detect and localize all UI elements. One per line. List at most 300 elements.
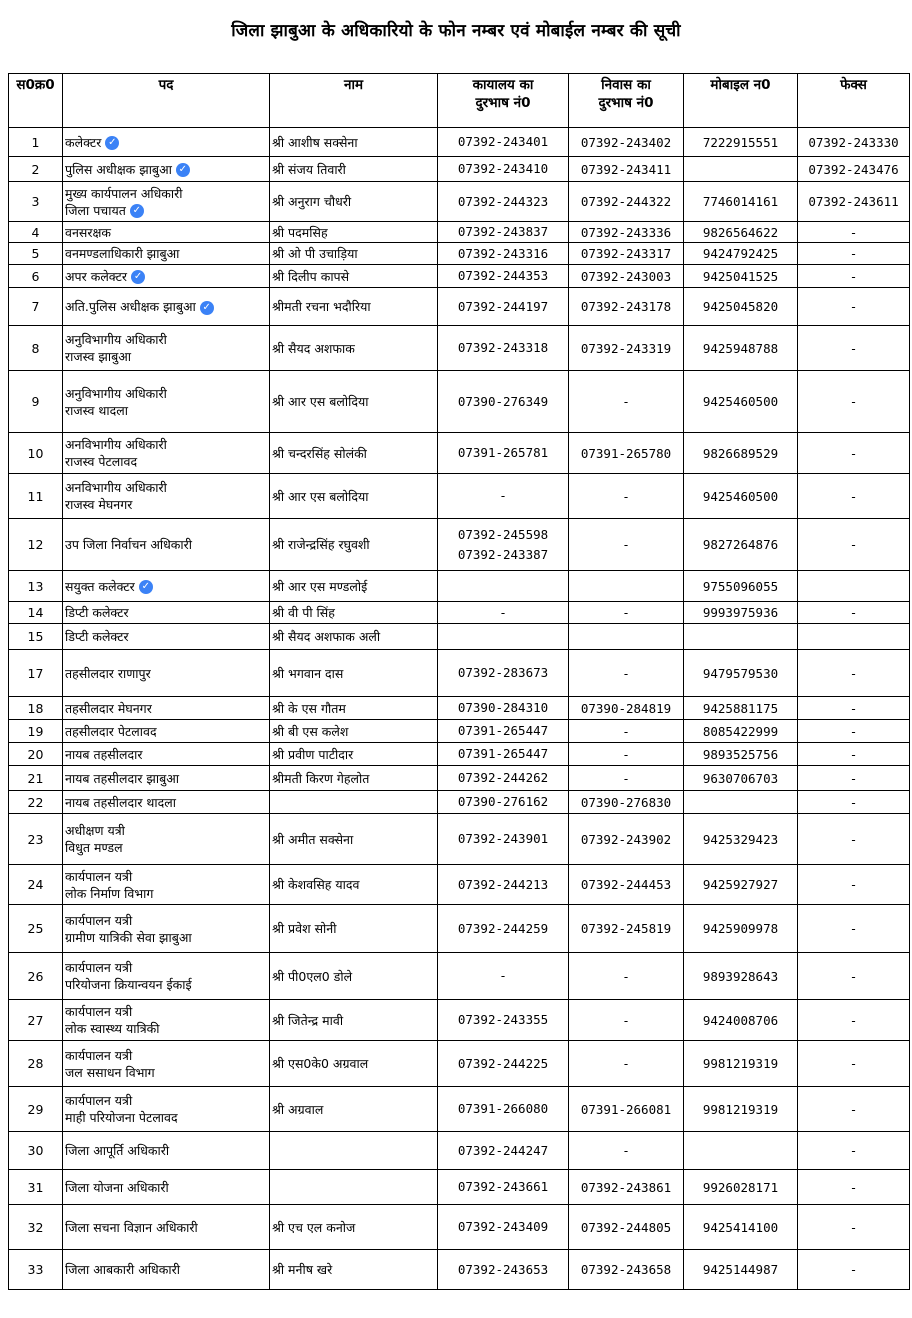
- fax-cell: -: [798, 791, 910, 814]
- office-phone-cell: [438, 865, 569, 905]
- office-phone-cell: [438, 243, 569, 265]
- post-line: तहसीलदार पेटलावद: [65, 723, 157, 739]
- mobile-cell: 9425927927: [684, 865, 798, 905]
- mobile-cell: 9425460500: [684, 371, 798, 433]
- post-cell: [63, 1205, 270, 1250]
- table-row: [9, 222, 910, 243]
- home-phone-cell: 07392-244805: [569, 1205, 684, 1250]
- table-row: [9, 326, 910, 371]
- post-cell: [63, 433, 270, 474]
- serial-number-cell: 12: [9, 519, 63, 571]
- name-cell: श्री सैयद अशफाक अली: [270, 624, 438, 650]
- serial-number-cell: 29: [9, 1087, 63, 1132]
- post-cell: [63, 265, 270, 288]
- serial-number-cell: 26: [9, 953, 63, 1000]
- office-phone-cell: [438, 602, 569, 624]
- fax-cell: 07392-243476: [798, 157, 910, 182]
- name-cell: श्री आर एस बलोदिया: [270, 474, 438, 519]
- home-phone-cell: 07390-276830: [569, 791, 684, 814]
- fax-cell: -: [798, 1205, 910, 1250]
- office-phone-cell: [438, 650, 569, 697]
- home-phone-cell: -: [569, 1132, 684, 1170]
- home-phone-cell: 07390-284819: [569, 697, 684, 720]
- table-row: [9, 1170, 910, 1205]
- serial-number-cell: 17: [9, 650, 63, 697]
- table-row: [9, 157, 910, 182]
- post-line: कलेक्टर: [65, 134, 102, 150]
- office-phone-cell: [438, 474, 569, 519]
- serial-number-cell: 13: [9, 571, 63, 602]
- fax-cell: -: [798, 1087, 910, 1132]
- office-phone-value: 07391-265447: [457, 723, 549, 738]
- post-cell: [63, 905, 270, 953]
- post-line-wrap: [65, 202, 267, 219]
- home-phone-cell: 07392-243178: [569, 288, 684, 326]
- fax-cell: -: [798, 1132, 910, 1170]
- post-cell: [63, 814, 270, 865]
- mobile-cell: 9425460500: [684, 474, 798, 519]
- office-phone-value: 07392-243653: [457, 1261, 549, 1277]
- office-phone-value: 07392-243387: [457, 546, 549, 562]
- post-cell: [63, 650, 270, 697]
- office-phone-value: 07392-243410: [457, 161, 549, 176]
- office-phone-cell: [438, 1087, 569, 1132]
- mobile-cell: 9827264876: [684, 519, 798, 571]
- header-home-line-2: दुरभाष नं0: [598, 95, 654, 111]
- table-header-row: [9, 74, 910, 128]
- serial-number-cell: 14: [9, 602, 63, 624]
- table-row: [9, 743, 910, 766]
- mobile-cell: 9981219319: [684, 1041, 798, 1087]
- table-row: [9, 1000, 910, 1041]
- office-phone-value: 07392-244197: [457, 298, 549, 314]
- name-cell: श्री के एस गौतम: [270, 697, 438, 720]
- header-name: नाम: [270, 74, 438, 128]
- mobile-cell: 9893525756: [684, 743, 798, 766]
- verified-check-icon: ✓: [105, 136, 119, 150]
- post-line: राजस्व झाबुआ: [65, 349, 132, 364]
- mobile-cell: 7222915551: [684, 128, 798, 157]
- name-cell: श्री संजय तिवारी: [270, 157, 438, 182]
- mobile-cell: 9425909978: [684, 905, 798, 953]
- post-line: लोक निर्माण विभाग: [65, 885, 154, 901]
- mobile-cell: 9755096055: [684, 571, 798, 602]
- home-phone-cell: -: [569, 519, 684, 571]
- office-phone-cell: [438, 571, 569, 602]
- home-phone-cell: 07391-266081: [569, 1087, 684, 1132]
- officer-contact-table: [8, 73, 910, 1290]
- serial-number-cell: 21: [9, 766, 63, 791]
- office-phone-cell: [438, 791, 569, 814]
- name-cell: श्री जितेन्द्र मावी: [270, 1000, 438, 1041]
- home-phone-cell: -: [569, 602, 684, 624]
- home-phone-cell: 07392-243902: [569, 814, 684, 865]
- fax-cell: -: [798, 650, 910, 697]
- office-phone-cell: [438, 265, 569, 288]
- post-line: जिला सचना विज्ञान अधिकारी: [65, 1219, 198, 1235]
- post-line: मुख्य कार्यपालन अधिकारी: [65, 185, 183, 201]
- table-row: [9, 519, 910, 571]
- mobile-cell: 9630706703: [684, 766, 798, 791]
- post-line: ग्रामीण यात्रिकी सेवा झाबुआ: [65, 929, 192, 945]
- office-phone-cell: [438, 697, 569, 720]
- office-phone-cell: [438, 182, 569, 222]
- table-row: [9, 474, 910, 519]
- fax-cell: -: [798, 1000, 910, 1041]
- post-line: कार्यपालन यत्री: [65, 1093, 133, 1108]
- post-line: विधुत मण्डल: [65, 840, 123, 855]
- post-line: अनुविभागीय अधिकारी: [65, 332, 167, 347]
- office-phone-value: 07392-244259: [457, 920, 549, 936]
- office-phone-cell: [438, 766, 569, 791]
- post-line: कार्यपालन यत्री: [65, 1047, 133, 1063]
- fax-cell: 07392-243611: [798, 182, 910, 222]
- table-row: [9, 433, 910, 474]
- serial-number-cell: 3: [9, 182, 63, 222]
- post-line: नायब तहसीलदार झाबुआ: [65, 770, 180, 786]
- table-row: [9, 905, 910, 953]
- mobile-cell: 9425041525: [684, 265, 798, 288]
- home-phone-cell: 07392-243003: [569, 265, 684, 288]
- table-row: [9, 1205, 910, 1250]
- home-phone-cell: 07391-265780: [569, 433, 684, 474]
- header-mobile: मोबाइल न0: [684, 74, 798, 128]
- name-cell: श्री प्रवेश सोनी: [270, 905, 438, 953]
- table-row: [9, 265, 910, 288]
- fax-cell: -: [798, 865, 910, 905]
- office-phone-value: 07392-244225: [457, 1055, 549, 1071]
- post-cell: [63, 720, 270, 743]
- fax-cell: -: [798, 743, 910, 766]
- post-line: अति.पुलिस अधीक्षक झाबुआ: [65, 299, 196, 314]
- post-cell: [63, 288, 270, 326]
- office-phone-value: 07392-243837: [457, 224, 549, 239]
- office-phone-value: -: [499, 604, 507, 620]
- table-row: [9, 1041, 910, 1087]
- post-line-wrap: [65, 268, 267, 285]
- post-cell: [63, 697, 270, 720]
- serial-number-cell: 10: [9, 433, 63, 474]
- post-cell: [63, 243, 270, 265]
- name-cell: श्री केशवसिह यादव: [270, 865, 438, 905]
- post-line: तहसीलदार राणापुर: [65, 665, 151, 681]
- table-row: [9, 571, 910, 602]
- name-cell: श्री आर एस बलोदिया: [270, 371, 438, 433]
- office-phone-cell: [438, 905, 569, 953]
- office-phone-cell: [438, 157, 569, 182]
- mobile-cell: 9826689529: [684, 433, 798, 474]
- verified-check-icon: ✓: [130, 204, 144, 218]
- name-cell: श्रीमती रचना भदौरिया: [270, 288, 438, 326]
- office-phone-value: 07391-265781: [457, 445, 549, 460]
- serial-number-cell: 20: [9, 743, 63, 766]
- home-phone-cell: 07392-243319: [569, 326, 684, 371]
- fax-cell: -: [798, 905, 910, 953]
- office-phone-cell: [438, 288, 569, 326]
- office-phone-value: 07390-276162: [457, 794, 549, 809]
- verified-check-icon: ✓: [139, 580, 153, 594]
- office-phone-value: -: [499, 488, 507, 503]
- serial-number-cell: 31: [9, 1170, 63, 1205]
- office-phone-value: 07392-283673: [457, 665, 549, 680]
- mobile-cell: [684, 624, 798, 650]
- post-line-wrap: [65, 161, 267, 178]
- post-cell: [63, 182, 270, 222]
- office-phone-value: 07392-243316: [457, 245, 549, 261]
- office-phone-cell: [438, 953, 569, 1000]
- fax-cell: [798, 624, 910, 650]
- post-cell: [63, 128, 270, 157]
- serial-number-cell: 28: [9, 1041, 63, 1087]
- table-row: [9, 1087, 910, 1132]
- post-cell: [63, 1087, 270, 1132]
- home-phone-cell: 07392-243411: [569, 157, 684, 182]
- post-line: राजस्व मेघनगर: [65, 497, 133, 512]
- post-line: पुलिस अधीक्षक झाबुआ: [65, 161, 172, 177]
- name-cell: [270, 1132, 438, 1170]
- home-phone-cell: 07392-243861: [569, 1170, 684, 1205]
- post-line: कार्यपालन यत्री: [65, 912, 133, 928]
- name-cell: श्री एच एल कनोज: [270, 1205, 438, 1250]
- post-line: माही परियोजना पेटलावद: [65, 1110, 178, 1125]
- name-cell: श्री दिलीप कापसे: [270, 265, 438, 288]
- home-phone-cell: -: [569, 953, 684, 1000]
- office-phone-cell: [438, 814, 569, 865]
- fax-cell: 07392-243330: [798, 128, 910, 157]
- table-row: [9, 243, 910, 265]
- post-line: वनमण्डलाधिकारी झाबुआ: [65, 246, 180, 261]
- mobile-cell: 9981219319: [684, 1087, 798, 1132]
- mobile-cell: 9424792425: [684, 243, 798, 265]
- office-phone-value: 07392-244262: [457, 770, 549, 785]
- table-row: [9, 1132, 910, 1170]
- fax-cell: -: [798, 474, 910, 519]
- office-phone-cell: [438, 128, 569, 157]
- home-phone-cell: 07392-245819: [569, 905, 684, 953]
- office-phone-cell: [438, 1041, 569, 1087]
- office-phone-value: 07392-243355: [457, 1012, 549, 1027]
- header-sno: स0क्र0: [9, 74, 63, 128]
- home-phone-cell: 07392-243336: [569, 222, 684, 243]
- post-line: परियोजना क्रियान्वयन ईकाई: [65, 977, 192, 992]
- serial-number-cell: 19: [9, 720, 63, 743]
- office-phone-cell: [438, 1250, 569, 1290]
- post-line: डिप्टी कलेक्टर: [65, 605, 129, 620]
- post-cell: [63, 1170, 270, 1205]
- table-row: [9, 128, 910, 157]
- post-line: अनुविभागीय अधिकारी: [65, 385, 167, 401]
- mobile-cell: 7746014161: [684, 182, 798, 222]
- post-cell: [63, 371, 270, 433]
- post-line: राजस्व थादला: [65, 402, 128, 418]
- mobile-cell: [684, 791, 798, 814]
- name-cell: श्री अग्रवाल: [270, 1087, 438, 1132]
- table-row: [9, 865, 910, 905]
- post-cell: [63, 953, 270, 1000]
- header-fax: फेक्स: [798, 74, 910, 128]
- table-row: [9, 720, 910, 743]
- office-phone-value: 07392-244353: [457, 268, 549, 283]
- home-phone-cell: -: [569, 1041, 684, 1087]
- name-cell: श्रीमती किरण गेहलोत: [270, 766, 438, 791]
- post-line: डिप्टी कलेक्टर: [65, 629, 129, 644]
- post-line: अधीक्षण यत्री: [65, 823, 125, 838]
- mobile-cell: 9826564622: [684, 222, 798, 243]
- home-phone-cell: -: [569, 474, 684, 519]
- fax-cell: -: [798, 766, 910, 791]
- fax-cell: -: [798, 697, 910, 720]
- name-cell: श्री आर एस मण्डलोई: [270, 571, 438, 602]
- table-row: [9, 1250, 910, 1290]
- serial-number-cell: 6: [9, 265, 63, 288]
- serial-number-cell: 32: [9, 1205, 63, 1250]
- name-cell: श्री अनुराग चौधरी: [270, 182, 438, 222]
- post-line-wrap: [65, 578, 267, 595]
- fax-cell: [798, 571, 910, 602]
- office-phone-value: 07392-245598: [457, 526, 549, 542]
- post-cell: [63, 474, 270, 519]
- fax-cell: -: [798, 433, 910, 474]
- office-phone-value: 07391-265447: [457, 746, 549, 761]
- serial-number-cell: 15: [9, 624, 63, 650]
- fax-cell: -: [798, 1041, 910, 1087]
- name-cell: श्री आशीष सक्सेना: [270, 128, 438, 157]
- name-cell: [270, 791, 438, 814]
- name-cell: श्री बी एस कलेश: [270, 720, 438, 743]
- post-cell: [63, 766, 270, 791]
- office-phone-value: 07390-284310: [457, 700, 549, 715]
- serial-number-cell: 33: [9, 1250, 63, 1290]
- post-line: राजस्व पेटलावद: [65, 454, 138, 469]
- post-line: लोक स्वास्थ्य यात्रिकी: [65, 1021, 160, 1036]
- header-post: पद: [63, 74, 270, 128]
- office-phone-cell: [438, 624, 569, 650]
- table-row: [9, 624, 910, 650]
- post-line: उप जिला निर्वाचन अधिकारी: [65, 537, 192, 552]
- post-line: तहसीलदार मेघनगर: [65, 700, 152, 716]
- verified-check-icon: ✓: [131, 270, 145, 284]
- serial-number-cell: 18: [9, 697, 63, 720]
- office-phone-value: 07391-266080: [457, 1101, 549, 1116]
- table-row: [9, 697, 910, 720]
- name-cell: श्री पदमसिह: [270, 222, 438, 243]
- serial-number-cell: 9: [9, 371, 63, 433]
- post-cell: [63, 791, 270, 814]
- fax-cell: -: [798, 814, 910, 865]
- home-phone-cell: 07392-244322: [569, 182, 684, 222]
- mobile-cell: 9425881175: [684, 697, 798, 720]
- post-cell: [63, 157, 270, 182]
- post-cell: [63, 1250, 270, 1290]
- serial-number-cell: 23: [9, 814, 63, 865]
- fax-cell: -: [798, 288, 910, 326]
- home-phone-cell: 07392-244453: [569, 865, 684, 905]
- mobile-cell: [684, 157, 798, 182]
- verified-check-icon: ✓: [176, 163, 190, 177]
- office-phone-cell: [438, 326, 569, 371]
- office-phone-cell: [438, 1000, 569, 1041]
- table-row: [9, 182, 910, 222]
- name-cell: श्री मनीष खरे: [270, 1250, 438, 1290]
- post-line: सयुक्त कलेक्टर: [65, 578, 135, 594]
- serial-number-cell: 1: [9, 128, 63, 157]
- serial-number-cell: 24: [9, 865, 63, 905]
- mobile-cell: 9425144987: [684, 1250, 798, 1290]
- home-phone-cell: -: [569, 1000, 684, 1041]
- serial-number-cell: 2: [9, 157, 63, 182]
- mobile-cell: [684, 1132, 798, 1170]
- office-phone-value: 07392-243661: [457, 1179, 549, 1194]
- post-cell: [63, 1041, 270, 1087]
- fax-cell: -: [798, 953, 910, 1000]
- name-cell: श्री एस0के0 अग्रवाल: [270, 1041, 438, 1087]
- post-line-wrap: [65, 134, 267, 151]
- fax-cell: -: [798, 602, 910, 624]
- office-phone-value: 07392-244247: [457, 1142, 549, 1158]
- header-office-line-1: कायालय का: [472, 77, 534, 93]
- post-cell: [63, 1000, 270, 1041]
- mobile-cell: 9425948788: [684, 326, 798, 371]
- mobile-cell: 9479579530: [684, 650, 798, 697]
- name-cell: श्री सैयद अशफाक: [270, 326, 438, 371]
- office-phone-value: 07392-243409: [457, 1219, 549, 1234]
- table-row: [9, 766, 910, 791]
- home-phone-cell: -: [569, 766, 684, 791]
- table-row: [9, 953, 910, 1000]
- office-phone-value: 07392-244323: [457, 193, 549, 209]
- name-cell: श्री अमीत सक्सेना: [270, 814, 438, 865]
- home-phone-cell: -: [569, 371, 684, 433]
- page-title: जिला झाबुआ के अधिकारियो के फोन नम्बर एवं मोबाईल नम्बर की सूची: [231, 21, 681, 41]
- office-phone-value: 07392-243401: [457, 134, 549, 149]
- post-line: अपर कलेक्टर: [65, 268, 128, 284]
- office-phone-cell: [438, 371, 569, 433]
- office-phone-value: 07392-243318: [457, 340, 549, 355]
- home-phone-cell: [569, 624, 684, 650]
- serial-number-cell: 7: [9, 288, 63, 326]
- serial-number-cell: 25: [9, 905, 63, 953]
- fax-cell: -: [798, 243, 910, 265]
- name-cell: श्री प्रवीण पाटीदार: [270, 743, 438, 766]
- table-row: [9, 602, 910, 624]
- home-phone-cell: -: [569, 743, 684, 766]
- mobile-cell: 9893928643: [684, 953, 798, 1000]
- post-line: जिला पचायत: [65, 202, 126, 218]
- post-line: नायब तहसीलदार थादला: [65, 794, 176, 810]
- office-phone-value: 07392-243901: [457, 831, 549, 846]
- post-cell: [63, 743, 270, 766]
- post-cell: [63, 1132, 270, 1170]
- office-phone-cell: [438, 743, 569, 766]
- mobile-cell: 8085422999: [684, 720, 798, 743]
- mobile-cell: 9425414100: [684, 1205, 798, 1250]
- name-cell: श्री चन्दरसिंह सोलंकी: [270, 433, 438, 474]
- home-phone-cell: -: [569, 720, 684, 743]
- name-cell: [270, 1170, 438, 1205]
- post-line: जिला आपूर्ति अधिकारी: [65, 1143, 170, 1158]
- name-cell: श्री पी0एल0 डोले: [270, 953, 438, 1000]
- fax-cell: -: [798, 1250, 910, 1290]
- office-phone-cell: [438, 222, 569, 243]
- post-cell: [63, 519, 270, 571]
- post-line: वनसरक्षक: [65, 224, 112, 240]
- post-line: अनविभागीय अधिकारी: [65, 437, 167, 452]
- mobile-cell: 9926028171: [684, 1170, 798, 1205]
- mobile-cell: 9424008706: [684, 1000, 798, 1041]
- post-line: जिला योजना अधिकारी: [65, 1179, 169, 1195]
- fax-cell: -: [798, 371, 910, 433]
- office-phone-cell: [438, 433, 569, 474]
